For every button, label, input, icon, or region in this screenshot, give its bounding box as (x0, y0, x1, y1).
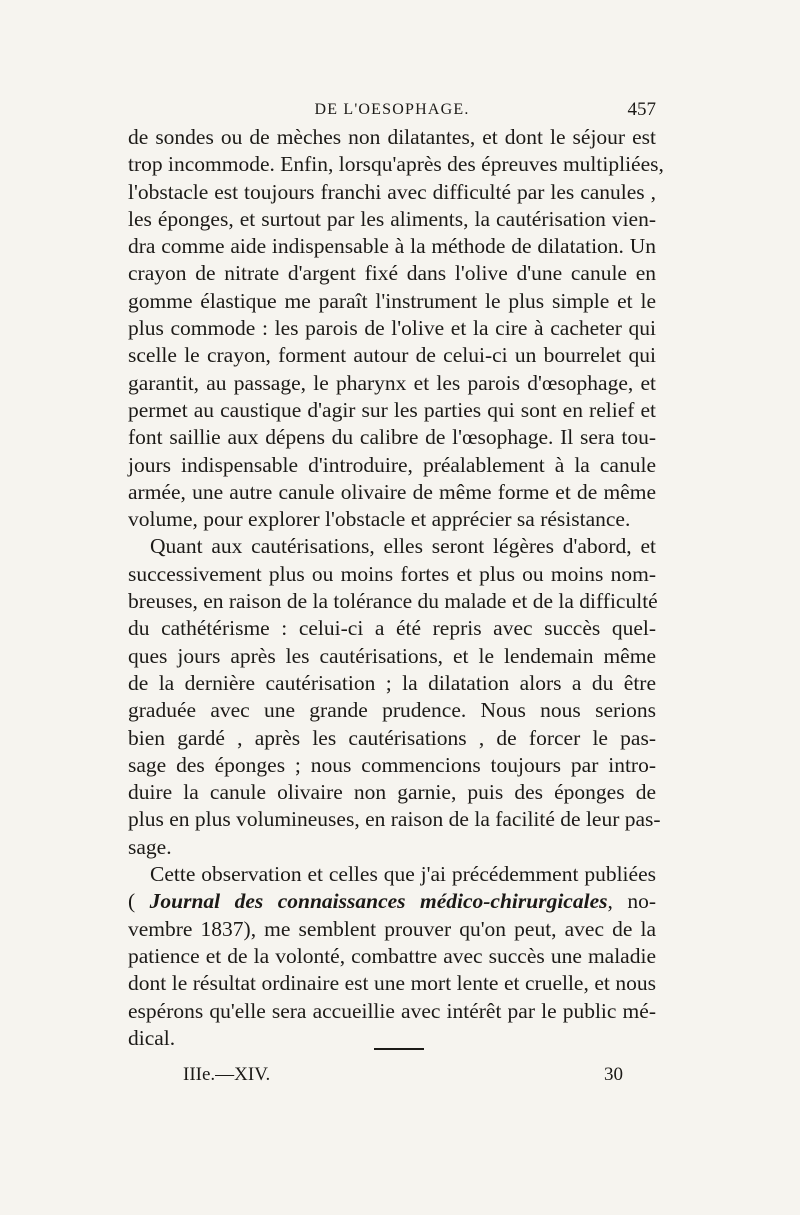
text-line: dont le résultat ordinaire est une mort lente et cruelle, et nous (128, 971, 656, 996)
text-line: gomme élastique me paraît l'instrument le plus simple et le (128, 288, 656, 313)
journal-title: Journal des connaissances médico-chirurgicales (149, 889, 608, 914)
text-line: Quant aux cautérisations, elles seront légères d'abord, et (150, 534, 656, 559)
text-line: les éponges, et surtout par les aliments, la cautérisation vien- (128, 206, 656, 231)
text-line: trop incommode. Enfin, lorsqu'après des épreuves multipliées, (128, 152, 664, 177)
text-line: jours indispensable d'introduire, préalablement à la canule (128, 452, 656, 477)
text-line: permet au caustique d'agir sur les parties qui sont en relief et (128, 397, 656, 422)
sheet-number: 30 (604, 1064, 623, 1085)
text-line: de la dernière cautérisation ; la dilatation alors a du être (128, 670, 656, 695)
text-line: patience et de la volonté, combattre avec succès une maladie (128, 943, 656, 968)
paragraph-1 (128, 124, 664, 533)
text-line: plus en plus volumineuses, en raison de la facilité de leur pas- (128, 807, 661, 832)
text-line: font saillie aux dépens du calibre de l'œsophage. Il sera tou- (128, 425, 656, 450)
text-line: volume, pour explorer l'obstacle et apprécier sa résistance. (128, 507, 631, 532)
text-line: Cette observation et celles que j'ai précédemment publiées (150, 862, 656, 887)
text-line: plus commode : les parois de l'olive et la cire à cacheter qui (128, 316, 656, 341)
closing-rule (374, 1048, 424, 1050)
text-line: sage des éponges ; nous commencions toujours par intro- (128, 752, 656, 777)
text-line: vembre 1837), me semblent prouver qu'on peut, avec de la (128, 916, 656, 941)
citation-open: ( (128, 889, 150, 914)
running-title: DE L'OESOPHAGE. (314, 101, 470, 118)
text-line: armée, une autre canule olivaire de même forme et de même (128, 479, 656, 504)
running-head (128, 97, 656, 125)
text-line: crayon de nitrate d'argent fixé dans l'olive d'une canule en (128, 261, 656, 286)
text-line-citation (128, 888, 656, 915)
text-line: garantit, au passage, le pharynx et les parois d'œsophage, et (128, 370, 656, 395)
text-line: de sondes ou de mèches non dilatantes, et dont le séjour est (128, 125, 656, 149)
text-line: graduée avec une grande prudence. Nous nous serions (128, 698, 656, 723)
text-line: l'obstacle est toujours franchi avec difficulté par les canules , (128, 179, 656, 204)
text-line: dical. (128, 1025, 176, 1050)
signature-mark: IIIe.—XIV. (183, 1064, 271, 1085)
footer (183, 1064, 623, 1092)
text-line: espérons qu'elle sera accueillie avec intérêt par le public mé- (128, 998, 656, 1023)
text-line: ques jours après les cautérisations, et le lendemain même (128, 643, 656, 668)
text-line: successivement plus ou moins fortes et plus ou moins nom- (128, 561, 656, 586)
text-line: du cathétérisme : celui-ci a été repris avec succès quel- (128, 616, 656, 641)
body-text (128, 124, 664, 1052)
paragraph-3 (128, 861, 656, 1052)
text-line: sage. (128, 834, 172, 859)
text-line: bien gardé , après les cautérisations , de forcer le pas- (128, 725, 656, 750)
text-line: dra comme aide indispensable à la méthode de dilatation. Un (128, 234, 656, 259)
text-line: duire la canule olivaire non garnie, puis des éponges de (128, 780, 656, 805)
citation-continue: , no- (607, 889, 656, 914)
text-line: scelle le crayon, forment autour de celui-ci un bourrelet qui (128, 343, 656, 368)
page-number: 457 (627, 99, 656, 120)
paragraph-2 (128, 533, 661, 861)
text-line: breuses, en raison de la tolérance du malade et de la difficulté (128, 589, 658, 614)
